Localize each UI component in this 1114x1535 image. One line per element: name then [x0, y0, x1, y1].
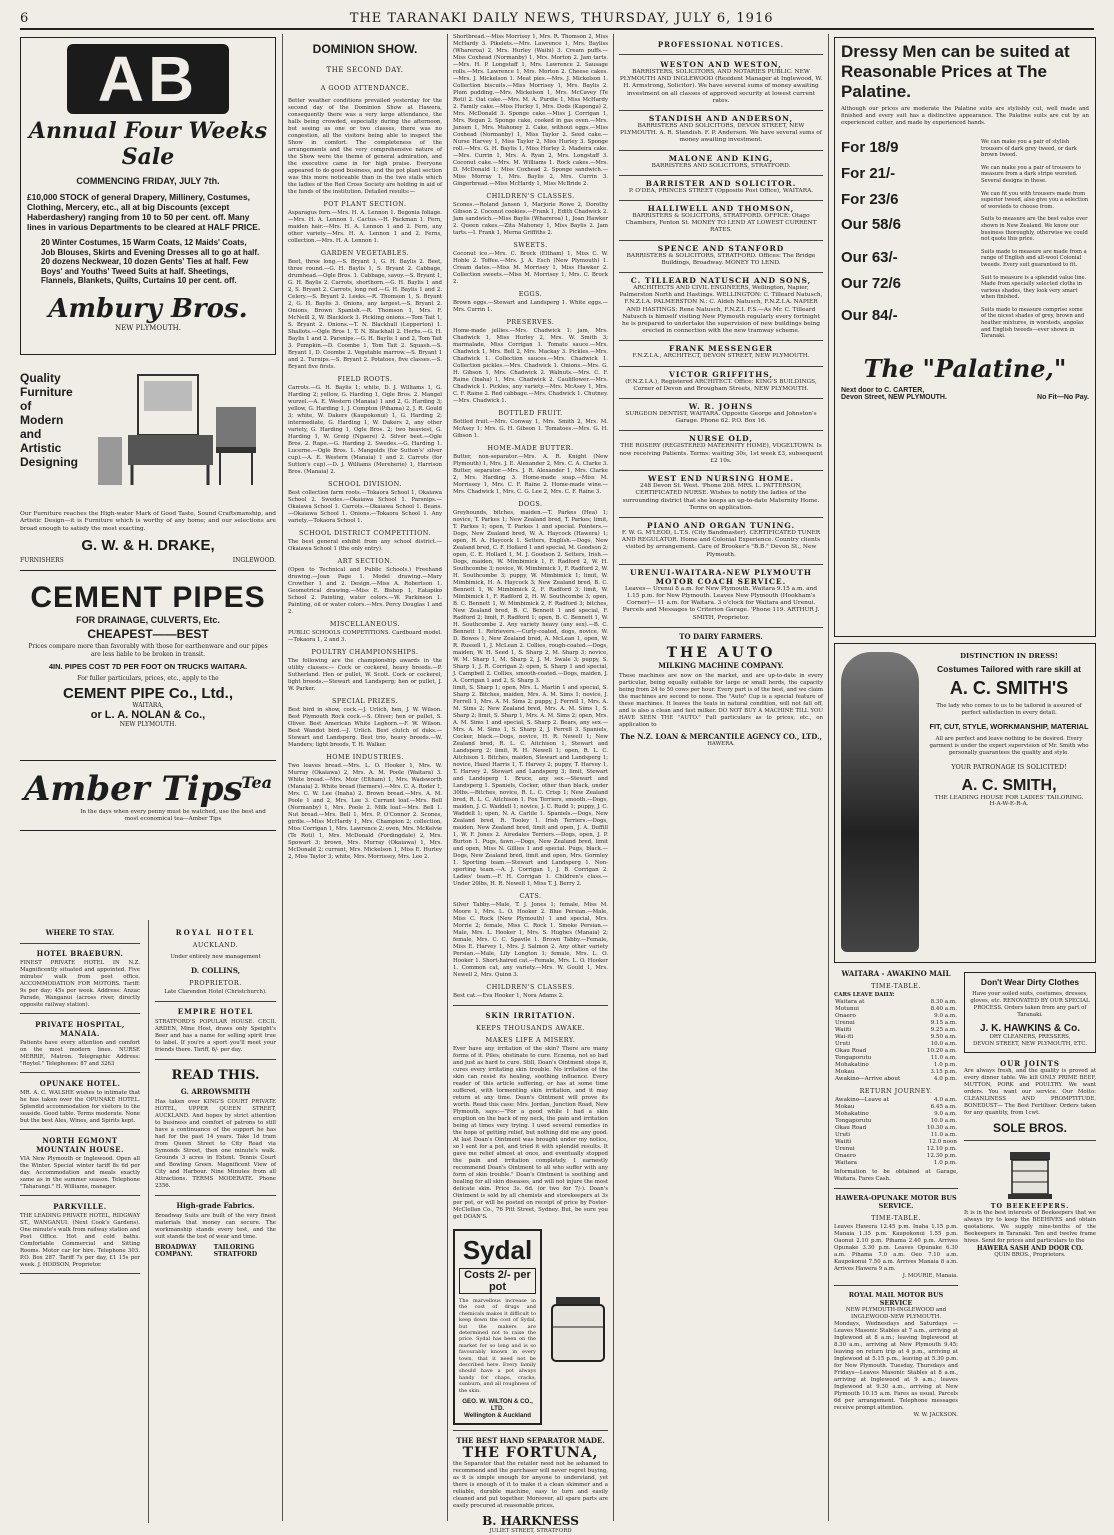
price-row — [841, 139, 1089, 159]
hotel-name: PARKVILLE. — [53, 1202, 107, 1211]
hotel-entry — [20, 1202, 140, 1274]
section-results: (Open to Technical and Public Schools.) Freehand drawing.—Joan Page 1. Model drawing.—Mary Crowther 1 and 2. Design.—Miss A. Robertson 1. Geometrical drawing.—Miss E. Bishop 1, Eatapiko School 2. Painting, water colors.—W. Parkinson 1. Painting, oil or water colors.—Mrs. Percy Douglas 1 and 2. — [288, 567, 442, 615]
sale-headline: Annual Four Weeks Sale — [28, 118, 268, 170]
notice-text: 248 Devon St. West. 'Phone 208. MRS. L. PATTERSON, CERTIFICATED NURSE. Wishes to notify the ladies of the surrounding district that she keeps an up-to-date Maternity Home. Terms on application. — [622, 483, 820, 511]
dogs-continued: limit, S. Sharp 1; open, Mrs. L. Martin 1 and special, S. Sharp 2. Bitches, maiden, Mrs. A. M. Sims 1; novice, J. Ferrell 1, Mrs. A. M. Sims 2; puppy, J. Ferrell 1, Mrs. A. M. Sims 2; New Zealand bred, Mrs. A. M. Sims 1, S. Sharp 2; limit, S. Sharp 1, Mrs. A. M. Sims 2; open, Mrs. A. M. Sims 1 and special, S. Sharp 2. Bears, any sex.—Mrs. A. M. Sims 1, S. Sharp 2, J. Ferrell 3. Spaniels, Cocker, black.—Dogs, novice, H. R. Newell 1; New Zealand bred, R. L. C. Aitchison 1, Stewart and Landsperg 2; limit, R. H. Newell 1; open, R. L. C. Aitchison 1. Bitches, maiden, Stewart and Landsperg 1; novice, Hazel Harris 1, T. Harvey 2; puppy, T. Harvey 1, T. Harvey 2, Stewart and Landsperg 3; limit, Stewart and Landsperg 1. Bruce, any sex.—Stewart and Landsperg 1. Spaniels, Cocker, other than black, under 30lbs.—Bitches, novice, R. L. C. Crisp 1; New Zealand bred, R. L. C. Aitchison 1. Fox Terriers, smooth.—Dogs, maiden, J. C. Waddell 1; novice, J. C. Rudd 1; puppy, J. C. Waddell 1; open, N. A. Carlile 1. Spaniels.—Dogs, New Zealand bred, R. Tooley 1. Irish Terriers.—Dogs, maiden, New Zealand bred, limit and open, J. A. Duffill 1, W. F. Jones 2. Airedales Terriers.—Dogs, open, J. P. Burton 1. Pugs, fawn.—Dogs, New Zealand bred, limit and open, Miss N. Gillies 1 and special. Pugs, black.—Dogs, New Zealand bred, limit and open, Mrs. Gormley 1. Sporting team.—Stewart and Landsperg 1. Non-sporting team.—A. J. Corrigan 1, J. B. Corrigan 2. Ladies' team.—F. H. Corrigan 1. Children's class.—Under 20lbs, H. R. Newell 1, Miss T. J. Berry 2. — [453, 685, 608, 887]
stop-name: Waiiti — [835, 1027, 852, 1033]
sydal-price: Costs 2/- per pot — [459, 1268, 536, 1294]
cement-offer: 4IN. PIPES COST 7D PER FOOT ON TRUCKS WAITARA. — [48, 662, 248, 671]
section-results: Coconut ice.—Mrs. C. Brock (Eltham) 1, Miss C. W. Hoble 2. Toffee.—Mrs. J. A. Esch (New Plymouth) 1. Cream dates.—Miss M. Morrisey 1, Miss Hawker 2. Collection sweets.—Miss M. Morrisey 1, Mrs. C. Brock 2. — [453, 251, 608, 285]
price-text: Suits made to measure comprise some of the nicest shades of grey, brown and heather mixtures, in worsteds, angolas and English tweeds—ever shown in Taranaki. — [981, 306, 1085, 340]
cement-agent: or L. A. NOLAN & Co., — [90, 709, 206, 721]
sale-body: £10,000 STOCK of general Drapery, Millinery, Costumes, Clothing, Mercery, etc., all at big Discounts (except Haberdashery) ranging from 10 to 50 per cent. off. Many lines in various Departments to be cleared at HALF PRICE. — [27, 192, 261, 232]
stop-name: Mohakatino — [835, 1111, 869, 1117]
section-heading: MISCELLANEOUS. — [329, 620, 401, 628]
sydal-title: Sydal — [462, 1235, 533, 1265]
price-row — [841, 249, 1089, 269]
hotels-column-right: ROYAL HOTEL AUCKLAND. Under entirely new management D. COLLINS, PROPRIETOR. Late Clarendon Hotel (Christchurch). EMPIRE HOTEL STRATFORD'S POPULAR HOUSE. CECIL ARDEN, Mine Host, draws only Speight's Beer and has a name for selling spirit true to label. If you're a sport you'll meet your friends there. Tariff, 6/- per day. READ THIS. G. ARROWSMITH Has taken over KING'S COURT PRIVATE HOTEL, UPPER QUEEN STREET, AUCKLAND. And hopes by strict attention to business and comfort of patrons to still have a continuance of the support he has had for the past 14 years. Take 1d tram from Queen Street to City Road via Symonds Street, then one minute's walk. Grounds 3 acres in Extent. Tennis Court and Bowling Green. Magnificent View of City and Harbour. Nine Minutes from all Attractions. TERMS MODERATE. Phone 2356. High-grade Fabrics. Broadway Suits are built of the very finest materials that money can secure. The workmanship stands every test, and the suit stands the test of wear and time. BROADWAY COMPANY. TAILORING STRATFORD — [148, 920, 276, 1523]
timetable-row — [834, 1013, 958, 1020]
professional-notice — [619, 204, 823, 235]
stop-time: 9.25 a.m. — [930, 1027, 957, 1033]
section-results: Bottled fruit.—Mrs. Conway 1, Mrs. Smith 2, Mrs. M. McAsey 1; Mrs. G. H. Gibson 1. Tomatoes.—Mrs. G. H. Gibson 1. — [453, 419, 608, 439]
stop-time: 9.0 a.m. — [934, 1111, 957, 1117]
stop-name: Mohakatino — [835, 1062, 869, 1068]
notice-text: ARCHITECTS AND CIVIL ENGINEERS, Wellington, Napier, Palmerston North and Hastings. WELLINGTON: C. Tilleard Natusch, F.N.Z.I.A. PALMERSTON N.: C. Aldeh Natusch, F.N.Z.I.A. NAPIER AND HASTINGS: Rene Natusch, F.N.Z.I. F.S.—As Mr. C. Tilleard Natusch is himself visiting New Plymouth regularly every fortnight he is prepared to undertake the supervision of new buildings being erected in connection with the new tramway scheme. — [619, 285, 823, 335]
cement-tag: CHEAPEST——BEST — [87, 627, 209, 641]
hotel-text: Patients have every attention and comfort on the most modern lines. NURSE MERRIE, Matron. Telegraphic Address: "Roytel." Telephones: 87 and 3263 — [20, 1040, 140, 1067]
show-intro: Better weather conditions prevailed yesterday for the second day of the Dominion Show at Hawera, consequently there was a very large attendance, the halls being crowded, especially during the afternoon, but seeing as one or two classes, there was no congestion, all the visitors being able to inspect the Show in comfort. The completeness of the arrangements and the very comprehensive nature of the Show were the theme of general admiration, and the executive came in for high praise. Everyone appeared to do good business, and the pot plant section was this more noticeable than in the two stalls which the ladies of the Red Cross Society are holding in aid of the funds of the institution. Detailed results:— — [288, 98, 442, 195]
hotel-entry — [20, 1136, 140, 1196]
drake-name: G. W. & H. DRAKE, — [81, 537, 215, 554]
section-results: The following are the championship awards in the utility classes:— Cock or cockerel, heavy breeds.—P. Sutherland. Hen or pullet, W. Scott. Cock or cockerel, light breeds.—Stewart and Landsperg; hen or pullet, J. W. Parker. — [288, 658, 442, 692]
stop-time: 9.50 a.m. — [930, 1034, 957, 1040]
amber-tea: Tea — [241, 773, 272, 792]
professional-notice — [619, 370, 823, 393]
timetable-row — [834, 1034, 958, 1041]
section-heading: SWEETS. — [513, 241, 548, 249]
section-results: Home-made jellies.—Mrs. Chadwick 1; jam, Mrs. Chadwick 1, Miss Hurley 2, Mrs. W. Smith 3; marmalade, Miss Corrigan 1. Tomato sauce.—Mrs. Chadwick 1, Mrs. Bell 2, Mrs. Mackay 3. Pickles.—Mrs. Chadwick 1. Collection sauces.—Mrs. Chadwick 1. Collection pickles.—Mrs. Chadwick 1. Onions.—Mrs. G. H. Gibson 1, Mrs. Chadwick 2. Walnuts.—Mrs. C. F. Raine (Inaha) 1, Mrs. Chadwick 2. Cauliflower.—Mrs. Chadwick 1. Pickles, any variety.—Mrs. McAsey 1, Mrs. C. F. Raine 2. Red cabbage.—Mrs. Chadwick 1. Chutney.—Mrs. Chadwick 1. — [453, 328, 608, 404]
stop-name: Awakino—Leave at — [835, 1097, 889, 1103]
stop-time: 4.0 a.m. — [934, 1097, 957, 1103]
section-results: Beet, three long.—S. Bryant 1, G. H. Baylis 2. Beet, three round.—G. H. Baylis 1, S. Bryant 2. Cabbage, drumhead.—Ogle Bros. 1. Cabbage, savoy.—S. Bryant 1, G. H. Baylis 2. Carrots, shorthorn.—G. H. Baylis 1 and 2, S. Bryant 2. Carrots, long red.—G. H. Baylis 1 and 2. Celery.—S. Bryant 2. Leeks.—R. Thomson 1, S. Bryant 2, G. H. Baylis 3. Onions, any largest.—S. Bryant 2. Onions, Brown Spanish.—R. Thomson 1, Mrs. F. McNeill 2, W. Blacklock 3. Pickling onions.—Tom Tait 1, S. Bryant 2. Onions.—T. N. Blackhall (Lepperton) 1. Shallots.—Ogle Bros 1, T. N. Blackhall 2. Herbs.—G. H. Baylis 1 and 2. Parsnips.—G. H. Baylis 1 and 2, Tom Tait 3. Pumpkin.—D. Coombe 1, Tom Tait 2. Squash.—S. Bryant 1, D. Coombe 2. Vegetable marrow.—S. Bryant 1 and 2. Turnips.—S. Bryant 2. Potatoes, five classes.—S. Bryant five firsts. — [288, 259, 442, 370]
ambury-ad — [20, 37, 276, 355]
timetable-row — [834, 1097, 958, 1104]
hotel-name: PRIVATE HOSPITAL, MANAIA. — [35, 1020, 125, 1038]
cement-subtitle: FOR DRAINAGE, CULVERTS, Etc. — [76, 615, 220, 625]
section-heading: POT PLANT SECTION. — [323, 200, 407, 208]
section-results: Brown eggs.—Stewart and Landsperg 1. White eggs.—Mrs. Currin 1. — [453, 300, 608, 313]
hotel-list — [20, 949, 140, 1274]
palatine-name: The "Palatine," — [863, 353, 1067, 383]
ads-column-right: Dressy Men can be suited at Reasonable Prices at The Palatine. Although our prices are moderate the Palatine suits are stylishly cut, well made and finished and every suit has a distinctive appearance. The Palatine suits are cut by an experienced cutter, and made by experienced hands. For 18/9 We can make you a pair of stylish trousers of dark grey tweed, or dark brown tweed. For 21/- We can make you a pair of trousers to measure from a dark stripe worsted. Several designs in these. For 23/6 We can fit you with trousers made from superior tweed, also give you a selection of worsteds to choose from. Our 58/6 Suits to measure are the best value ever shown in New Zealand. We know our business thoroughly, otherwise we could not quote this price. Our 63/- Suits made to measure are made from a range of English and all-wool Colonial tweeds. Every suit guaranteed to fit. Our 72/6 Suit to measure is a splendid value line. Made from specially selected cloths in various shades, they look very smart when finished. Our 84/- Suits made to measure comprise some of the nicest shades of grey, brown and heather mixtures, in worsteds, angolas and English tweeds—ever shown in Taranaki. The "Palatine," Next door to C. CARTER, Devon Street, NEW PLYMOUTH. No Fit—No Pay. DISTINCTION IN DRESS! Costumes Tailored with rare skill at A. C. SMITH'S The lady who comes to us to be tailored is assured of perfect satisfaction in every detail. FIT, CUT, STYLE, WORKMANSHIP, MATERIAL All are perfect and leave nothing to be desired. Every garment is under the expert supervision of Mr. Smith who personally guarantees the quality and style. YOUR PATRONAGE IS SOLICITED! A. C. SMITH, THE LEADING HOUSE FOR LADIES' TAILORING. H-A-W-E-R-A. WAITARA - AWAKINO MAIL TIME-TABLE. CARS LEAVE DAILY: Waitara at 8.30 a.m. Motunui 8.40 a.m. Onaero 9.0 a.m. Urenui 9.15 a.m. Waiiti 9.25 a.m. Wai-iti 9.50 a.m. Uruti 10.0 a.m. Okau Road 10.20 a.m. Tongaporutu 11.0 a.m. Mohakatino 1.0 p.m. Mokau 3.15 p.m. Awakino—Arrive about 4.0 p.m. RETURN JOURNEY. Awakino—Leave at 4.0 a.m. Mokau 6.45 a.m. Mohakatino 9.0 a.m. Tongaporutu 10.0 a.m. Okau Road 10.30 a.m. Uruti 11.0 a.m. Waiiti 12.0 noon Urenui 12.10 p.m. Onaero 12.30 p.m. Waitara 1.0 p.m. Information to be obtained at Garage, Waitara. Fares Cash. HAWERA-OPUNAKE MOTOR BUS SERVICE. TIME-TABLE. Leaves Hawera 12.45 p.m. Inaha 1.15 p.m. Manaia 1.35 p.m. Kaupokonui 1.55 p.m. Oaonui 2.10 p.m. Pihama 2.40 p.m. Arrives Opunake 3.30 p.m. Leaves Opunake 6.30 a.m. Pihama 7.0 a.m. Oeo 7.10 a.m. Kaupokonui 7.50 a.m. Arrives Manaia 8 a.m. Arrives Hawera 9 a.m. J. MOURIE, Manaia. ROYAL MAIL MOTOR BUS SERVICE NEW PLYMOUTH-INGLEWOOD and INGLEWOOD-NEW PLYMOUTH. Mondays, Wednesdays and Saturdays —Leaves Masonic Stables at 7 a.m., arriving at Inglewood at 8 a.m.; leaving Inglewood at 8.30 a.m., arriving at New Plymouth 9.45; leaving on return trip at 4 p.m., arriving at Inglewood at 5.15 p.m., leaving at 5.30 p.m. for New Plymouth. Tuesday, Thursdays and Fridays—Leaves Masonic Stables at 8 a.m., arriving at Inglewood at 9 a.m.; leaves Inglewood at 9.30 a.m., arriving at New Plymouth 10.15 a.m. Fares as usual. Parcels 6d per arrangement. Telephone messages receive prompt attention. W. W. JACKSON. Don't Wear Dirty Clothes Have your soiled suits, costumes, dresses, gloves, etc. RENOVATED BY OUR SPECIAL PROCESS. Orders taken from any part of Taranaki. J. K. HAWKINS & Co. DRY CLEANERS, PRESSERS, DEVON STREET, NEW PLYMOUTH, ETC. OUR JOINTS Are always fresh, and the quality is proved at every dinner table. We kill ONLY PRIME BEEF, MUTTON, PORK and POULTRY. We want orders. You want our service. Our Motto: CLEANLINESS AND PROMPTITUDE. BONEDUST— The Best Fertiliser. Orders taken for any quantity, from 1cwt. SOLE BROS. TO BEEKEEPERS. It is in the best interests of Beekeepers that we always try to keep the BEEHIVES and obtain quotations. We supply nine-tenths of the Beekeepers in Taranaki. Ten and twelve frame hives. Send for prices and particulars to the HAWERA SASH AND DOOR CO. QUIN BROS., Proprietors. — [834, 34, 1096, 1523]
section-heading: DOGS. — [518, 500, 543, 508]
amber-tips-ad — [20, 767, 276, 831]
notice-name: C. TILLEARD NATUSCH AND SONS, — [630, 276, 812, 286]
cement-body: Prices compare more than favorably with those for earthenware and our pipes are less liable to be broken in transit. — [28, 643, 268, 658]
section-heading: SCHOOL DIVISION. — [328, 480, 402, 488]
section-results: Carrots.—G. H. Baylis 1; white, D. J. Williams 1, G. Harding 2; yellow, G. Harding 1, Ogle Bros. 2. Mangel wurzel.—A. E. Western (Manaia) 1 and 2, G. Harding 3; yellow, G. Harding 1, J. Compton (Pihama) 2, J. R. Gould 3; white, W. Dakers (Kaupokonui) 1, G. Harding 2; intermediate, G. Harding 1, W. Dakers 2, any other variety, G. Harding 1, Ogle Bros. 2; two heaviest, G. Harding 1, W. Greig (Ngaere) 2. Silver beet.—Ogle Bros. 2. Rape.—G. Harding 2. Swedes.—G. Harding 1. Lucerne.—Ogle Bros. 1. Mangolds (for Sutton's' silver cup).—A. E. Western (Manaia) 1 and 2. Carrots (for Sutton's cup).—D. J. Williams (Mereherie) 1, Harrison Bros. (Manaia) 2. — [288, 385, 442, 475]
section-results: Best bird in show, cock.—J. Urlich, hen, J. W. Wilson. Best Plymouth Rock cock.—S. Oliver; hen or pullet, S. Oliver. Best American White Leghorn.—F. W. Wilson. Best Wandot bird.—J. Urlich. Best clutch of duks.—Stewart and Landsperg. Best trio, heavy breeds.—W. Manders; light breeds, T. H. Walker. — [288, 707, 442, 748]
timetable-row — [834, 1006, 958, 1013]
section-results: Asparagus fern.—Mrs. H. A. Lennon 1. Begonia foliage.—Mrs. H. A. Lennon 1. Cactus.—H. Packman 1. Fern, maiden hair.—Mrs. H. A. Lennon 1 and 2. Fern, any other variety.—Mrs. H. A. Lennon 1 and 2. Ferns, collection.—Mrs. H. A. Lennon 1. — [288, 210, 442, 244]
section-heading: EGGS. — [518, 290, 543, 298]
notice-text: Leaves— Urenui 8 a.m. for New Plymouth. Waitara 9.15 a.m. and 1.15 p.m. for New Plymouth. Leaves New Plymouth (Hookham's Corner)— 11 a.m. for Waitara. 3 o'clock for Waitara and Urenui. Parcels and Messages to Criterion Garage. 'Phone 119. ARTHUR J. SMITH, Proprietor. — [622, 585, 820, 621]
notice-name: NURSE OLD, — [688, 434, 754, 444]
price-label: Our 63/- — [841, 248, 898, 266]
stop-time: 9.0 a.m. — [934, 1013, 957, 1019]
professional-notices-column — [619, 34, 823, 1523]
stop-time: 10.20 a.m. — [927, 1048, 957, 1054]
stop-time: 8.40 a.m. — [930, 1006, 957, 1012]
notice-text: BARRISTERS AND SOLICITORS, STRATFORD. — [651, 162, 791, 169]
show-sections — [288, 200, 442, 861]
smith-name: A. C. SMITH'S — [949, 678, 1069, 698]
section-heading: POULTRY CHAMPIONSHIPS. — [311, 648, 419, 656]
amber-tagline: In the days when every penny must be watched, use the best and most economical tea—Amber Tips — [80, 809, 266, 822]
section-results: Best collection farm roots.—Tokaora School 1, Okaiawa School 2. Swedes.—Okaiawa School 1. Parsnips.—Okaiawa School 1. Carrots.—Okaiawa School 1. Beans.—Okaiawa School 1. Onions.—Tokaora School 1. Any variety.—Tokaora School 1. — [288, 490, 442, 524]
section-heading: SCHOOL DISTRICT COMPETITION. — [298, 529, 432, 537]
home-industries-continued: Shortbread.—Miss Morrisey 1, Mrs. R. Thomson 2, Miss McHardy 3. Pikelets.—Mrs. Lawrence 1, Mrs. Bayliss (Whareroa) 2, Mrs. Hurley (Waihi) 3. Cream puffs.—Miss Coxhead (Normanby) 1, Mrs. Morton 2. Jam tarts.—Mrs. H. P. Longstaff 1, Mrs. Lawrence 2. Sausage rolls.—Mrs. Lawrence 1, Mrs. Morton 2. Cheese cakes.—Mrs. J. Mickelson 1. Meat pies.—Mrs. J. Mickelson 1. Collection biscuits.—Miss Morrisey 1, Mrs. Baylis 2. Plum pudding.—Mrs. Mickelson 1, Mrs. McCavey (Te Roti) 2. Oat cake.—Mrs. M. A. Purdie 1, Miss McHardy 2. Family cake.—Miss Hurley 1, Mrs. Dods (Kaponga) 2, Mrs. McDonald 3. Sponge cake.—Miss J. Corrigan 1, Mrs. Regan 2. Sponge cake, cooked in gas oven.—Mrs. Jansen 1, Mrs. Mahoney 2. Cake, without eggs.—Miss Coxhead (Normanby) 1, Miss Taylor 2. Seed cake.—Nurse Harvey 1, Miss Taylor 2, Miss Hurley 3. Sponge roll.—Mrs. G. H. Baylis 1, Miss Hurley 2. Madeira cake.—Mrs. Currin 1, Mrs. A. Ryan 2, Mrs. Longstaff 3. Coconut cake.—Mrs. M. Williams 1. Rock cakes.—Mrs. D. McDonald 1; Miss Coxhead 2. Sponge sandwich.—Miss Morray 1, Mrs. Baylis 2, Mrs. Currin 3. Gingerbread.—Miss McHardy 1, Miss McBride 2. — [453, 34, 608, 187]
royal-hotel-name: ROYAL HOTEL — [175, 928, 256, 937]
mail-timetable: WAITARA - AWAKINO MAIL TIME-TABLE. CARS LEAVE DAILY: Waitara at 8.30 a.m. Motunui 8.40 a.m. Onaero 9.0 a.m. Urenui 9.15 a.m. Waiiti 9.25 a.m. Wai-iti 9.50 a.m. Uruti 10.0 a.m. Okau Road 10.20 a.m. Tongaporutu 11.0 a.m. Mohakatino 1.0 p.m. Mokau 3.15 p.m. Awakino—Arrive about 4.0 p.m. RETURN JOURNEY. Awakino—Leave at 4.0 a.m. Mokau 6.45 a.m. Mohakatino 9.0 a.m. Tongaporutu 10.0 a.m. Okau Road 10.30 a.m. Uruti 11.0 a.m. Waiiti 12.0 noon Urenui 12.10 p.m. Onaero 12.30 p.m. Waitara 1.0 p.m. Information to be obtained at Garage, Waitara. Fares Cash. HAWERA-OPUNAKE MOTOR BUS SERVICE. TIME-TABLE. Leaves Hawera 12.45 p.m. Inaha 1.15 p.m. Manaia 1.35 p.m. Kaupokonui 1.55 p.m. Oaonui 2.10 p.m. Pihama 2.40 p.m. Arrives Opunake 3.30 p.m. Leaves Opunake 6.30 a.m. Pihama 7.0 a.m. Oeo 7.10 a.m. Kaupokonui 7.50 a.m. Arrives Manaia 8 a.m. Arrives Hawera 9 a.m. J. MOURIE, Manaia. ROYAL MAIL MOTOR BUS SERVICE NEW PLYMOUTH-INGLEWOOD and INGLEWOOD-NEW PLYMOUTH. Mondays, Wednesdays and Saturdays —Leaves Masonic Stables at 7 a.m., arriving at Inglewood at 8 a.m.; leaving Inglewood at 8.30 a.m., arriving at New Plymouth 9.45; leaving on return trip at 4 p.m., arriving at Inglewood at 5.15 p.m., leaving at 5.30 p.m. for New Plymouth. Tuesday, Thursdays and Fridays—Leaves Masonic Stables at 8 a.m., arriving at Inglewood at 9 a.m.; leaves Inglewood at 9.30 a.m., arriving at New Plymouth 10.15 a.m. Fares as usual. Parcels 6d per arrangement. Telephone messages receive prompt attention. W. W. JACKSON. — [834, 969, 958, 1418]
stop-name: Okau Road — [835, 1125, 867, 1131]
ambury-place: NEW PLYMOUTH. — [115, 323, 181, 332]
mail-return-table — [834, 1097, 958, 1167]
price-row — [841, 191, 1089, 211]
fortuna-name: THE FORTUNA, — [462, 1445, 599, 1462]
stop-name: Uruti — [835, 1132, 851, 1138]
timetable-row — [834, 1020, 958, 1027]
ab-logo: AB — [67, 44, 229, 114]
amber-brand: Amber Tips — [24, 769, 243, 809]
stop-time: 12.30 p.m. — [926, 1153, 957, 1159]
price-row — [841, 275, 1089, 301]
price-text: We can make you a pair of stylish trousers of dark grey tweed, or dark brown tweed. — [981, 139, 1077, 159]
professional-notice — [619, 179, 823, 195]
notice-name: WEST END NURSING HOME. — [647, 474, 795, 484]
price-label: For 18/9 — [841, 139, 899, 156]
timetable-row — [834, 1055, 958, 1062]
auto-title: THE AUTO — [666, 644, 776, 661]
cement-pipes-ad — [20, 577, 276, 761]
lady-figure-illustration — [841, 652, 919, 952]
professional-notice — [619, 276, 823, 335]
mail-timetable-table — [834, 999, 958, 1083]
auto-sub: MILKING MACHINE COMPANY. — [658, 660, 784, 670]
palatine-ad: Dressy Men can be suited at Reasonable Prices at The Palatine. Although our prices are moderate the Palatine suits are stylishly cut, well made and finished and every suit has a distinctive appearance. The Palatine suits are cut by an experienced cutter, and made by experienced hands. For 18/9 We can make you a pair of stylish trousers of dark grey tweed, or dark brown tweed. For 21/- We can make you a pair of trousers to measure from a dark stripe worsted. Several designs in these. For 23/6 We can fit you with trousers made from superior tweed, also give you a selection of worsteds to choose from. Our 58/6 Suits to measure are the best value ever shown in New Zealand. We know our business thoroughly, otherwise we could not quote this price. Our 63/- Suits made to measure are made from a range of English and all-wool Colonial tweeds. Every suit guaranteed to fit. Our 72/6 Suit to measure is a splendid value line. Made from specially selected cloths in various shades, they look very smart when finished. Our 84/- Suits made to measure comprise some of the nicest shades of grey, brown and heather mixtures, in worsteds, angolas and English tweeds—ever shown in Taranaki. The "Palatine," Next door to C. CARTER, Devon Street, NEW PLYMOUTH. No Fit—No Pay. — [834, 37, 1096, 637]
skin-irritation-title: SKIN IRRITATION. — [485, 1011, 576, 1020]
timetable-row — [834, 1027, 958, 1034]
notice-name: HALLIWELL AND THOMSON, — [647, 204, 795, 214]
stop-time: 3.15 p.m. — [930, 1069, 957, 1075]
stop-time: 12.0 noon — [928, 1139, 957, 1145]
ac-smith-ad: DISTINCTION IN DRESS! Costumes Tailored with rare skill at A. C. SMITH'S The lady who comes to us to be tailored is assured of perfect satisfaction in every detail. FIT, CUT, STYLE, WORKMANSHIP, MATERIAL All are perfect and leave nothing to be desired. Every garment is under the expert supervision of Mr. Smith who personally guarantees the quality and style. YOUR PATRONAGE IS SOLICITED! A. C. SMITH, THE LEADING HOUSE FOR LADIES' TAILORING. H-A-W-E-R-A. — [834, 643, 1096, 963]
newspaper-title: THE TARANAKI DAILY NEWS, THURSDAY, JULY 6, 1916 — [349, 10, 774, 26]
stop-name: Okau Road — [835, 1048, 867, 1054]
price-text: Suit to measure is a splendid value line. Made from specially selected cloths in various shades, they look very smart when finished. — [981, 274, 1087, 301]
timetable-row — [834, 1062, 958, 1069]
read-this-title: READ THIS. — [171, 1068, 260, 1083]
hotel-text: MR. A. C. WALSHE wishes to intimate that he has taken over the OPUNAKE HOTEL. Splendid accommodation for visitors to the seaside. Good table. Terms moderate. None but the best Ales, Wines, and Spirits kept. — [20, 1090, 140, 1124]
timetable-row — [834, 1104, 958, 1111]
stop-name: Onaero — [835, 1013, 856, 1019]
section-heading: BOTTLED FRUIT. — [498, 409, 563, 417]
dominion-show-column: DOMINION SHOW. THE SECOND DAY. A GOOD ATTENDANCE. Better weather conditions prevailed yesterday for the second day of the Dominion Show at Hawera, consequently there was a very large attendance, the halls being crowded, especially during the afternoon, but seeing as one or two classes, there was no congestion, all the visitors being able to inspect the Show in comfort. The completeness of the arrangements and the very comprehensive nature of the Show were the theme of general admiration, and the executive came in for high praise. Everyone appeared to do good business, and the pot plant section was this more noticeable than in the two stalls which the ladies of the Red Cross Society are holding in aid of the funds of the institution. Detailed results:— POT PLANT SECTION. Asparagus fern.—Mrs. H. A. Lennon 1. Begonia foliage.—Mrs. H. A. Lennon 1. Cactus.—H. Packman 1. Fern, maiden hair.—Mrs. H. A. Lennon 1 and 2. Fern, any other variety.—Mrs. H. A. Lennon 1 and 2. Ferns, collection.—Mrs. H. A. Lennon 1. GARDEN VEGETABLES. Beet, three long.—S. Bryant 1, G. H. Baylis 2. Beet, three round.—G. H. Baylis 1, S. Bryant 2. Cabbage, drumhead.—Ogle Bros. 1. Cabbage, savoy.—S. Bryant 1, G. H. Baylis 2. Carrots, shorthorn.—G. H. Baylis 1 and 2, S. Bryant 2. Carrots, long red.—G. H. Baylis 1 and 2. Celery.—S. Bryant 2. Leeks.—R. Thomson 1, S. Bryant 2, G. H. Baylis 3. Onions, any largest.—S. Bryant 2. Onions, Brown Spanish.—R. Thomson 1, Mrs. F. McNeill 2, W. Blacklock 3. Pickling onions.—Tom Tait 1, S. Bryant 2. Onions.—T. N. Blackhall (Lepperton) 1. Shallots.—Ogle Bros 1, T. N. Blackhall 2. Herbs.—G. H. Baylis 1 and 2. Parsnips.—G. H. Baylis 1 and 2, Tom Tait 3. Pumpkin.—D. Coombe 1, Tom Tait 2. Squash.—S. Bryant 1, D. Coombe 2. Vegetable marrow.—S. Bryant 1 and 2. Turnips.—S. Bryant 2. Potatoes, five classes.—S. Bryant five firsts. FIELD ROOTS. Carrots.—G. H. Baylis 1; white, D. J. Williams 1, G. Harding 2; yellow, G. Harding 1, Ogle Bros. 2. Mangel wurzel.—A. E. Western (Manaia) 1 and 2, G. Harding 3; yellow, G. Harding 1, J. Compton (Pihama) 2, J. R. Gould 3; white, W. Dakers (Kaupokonui) 1, G. Harding 2; intermediate, G. Harding 1, W. Dakers 2, any other variety, G. Harding 1, Ogle Bros. 2; two heaviest, G. Harding 1, W. Greig (Ngaere) 2. Silver beet.—Ogle Bros. 2. Rape.—G. Harding 2. Swedes.—G. Harding 1. Lucerne.—Ogle Bros. 1. Mangolds (for Sutton's' silver cup).—A. E. Western (Manaia) 1 and 2. Carrots (for Sutton's cup).—D. J. Williams (Mereherie) 1, Harrison Bros. (Manaia) 2. SCHOOL DIVISION. Best collection farm roots.—Tokaora School 1, Okaiawa School 2. Swedes.—Okaiawa School 1. Parsnips.—Okaiawa School 1. Carrots.—Okaiawa School 1. Beans.—Okaiawa School 1. Onions.—Tokaora School 1. Any variety.—Tokaora School 1. SCHOOL DISTRICT COMPETITION. The best general exhibit from any school district.—Okaiawa School 1 (the only entry). ART SECTION. (Open to Technical and Public Schools.) Freehand drawing.—Joan Page 1. Model drawing.—Mary Crowther 1 and 2. Design.—Miss A. Robertson 1. Geometrical drawing.—Miss E. Bishop 1, Eatapiko School 2. Painting, water colors.—W. Parkinson 1. Painting, oil or water colors.—Mrs. Percy Douglas 1 and 2. MISCELLANEOUS. PUBLIC SCHOOLS COMPETITIONS. Cardboard model.—Tokaora 1, 2 and 3. POULTRY CHAMPIONSHIPS. The following are the championship awards in the utility classes:— Cock or cockerel, heavy breeds.—P. Sutherland. Hen or pullet, W. Scott. Cock or cockerel, light breeds.—Stewart and Landsperg; hen or pullet, J. W. Parker. SPECIAL PRIZES. Best bird in show, cock.—J. Urlich, hen, J. W. Wilson. Best Plymouth Rock cock.—S. Oliver; hen or pullet, S. Oliver. Best American White Leghorn.—F. W. Wilson. Best Wandot bird.—J. Urlich. Best clutch of duks.—Stewart and Landsperg. Best trio, heavy breeds.—W. Manders; light breeds, T. H. Walker. HOME INDUSTRIES. Two loaves bread.—Mrs. L. O. Hooker 1, Mrs. W. Murray (Okaiawa) 2, Mrs. A. M. Poole (Waitara) 3. White bread.—Mrs. Moir (Eltham) 1, Mrs. Wadsworth (Manaia) 2. White bread (farmers).—Mrs. C. A. Roder 1, Mrs. C. W. Lee (Inaha) 2. Brown bread.—Mrs. A. M. Poole 1 and 2, Mrs. Lee 3. Currant loaf.—Mrs. Bell (Normanby) 1, Mrs. Poole 2. Milk loaf.—Mrs. Bell 1. Nut bread.—Mrs. Bell 1, Mrs. P. O'Connor 2. Scones, girdle.—Miss McHardy 1, Mrs. Champion 2; collection, Miss Corrigan 1, Mrs. Lawrence 2; oven, Mrs. McKelvie (Te Roti) 1, Mrs. McDonald (Fordingdale) 2, Mrs. Spowart 3; brown, Mrs. Murray (Okaiawa) 1, Mrs. McDonald 2; currant, Mrs. Mickelson 1, Miss E. Hurley 2, Miss Taylor 3; white, Mrs. Morrissey, Mrs. Lee 2. — [288, 42, 442, 860]
notice-text: BARRISTERS & SOLICITORS, STRATFORD. Offices: The Bridge Buildings, Broadway. MONEY TO LEND. — [626, 252, 816, 266]
price-label: For 21/- — [841, 164, 896, 182]
stop-name: Waiiti — [835, 1139, 852, 1145]
notice-text: THE ROSERY (REGISTERED MATERNITY HOME), VOGELTOWN. Is now receiving Patients. Terms: waiting 30s, 1st week £3, subsequent £2 10s. — [619, 443, 823, 464]
price-row — [841, 216, 1089, 242]
stop-name: Wai-iti — [835, 1034, 854, 1040]
drake-furniture-ad — [20, 361, 276, 571]
cement-further: For fuller particulars, prices, etc., apply to the — [77, 675, 219, 682]
price-label: Our 72/6 — [841, 274, 902, 292]
timetable-row — [834, 1160, 958, 1167]
stop-time: 6.45 a.m. — [930, 1104, 957, 1110]
price-label: Our 84/- — [841, 306, 898, 324]
timetable-row — [834, 1111, 958, 1118]
hotel-entry — [20, 1020, 140, 1073]
sydal-jar — [548, 1229, 608, 1425]
sydal-ad: Sydal Costs 2/- per pot The marvellous increase in the cost of drugs and chemicals makes it difficult to keep down the cost of Sydal, but the makers are determined not to raise the price. Sydal has been on the market for so long and is so favourably known in every town, that it need not be described here. Every family should have a pot always handy for chaps, cracks, sunburn, and all roughness of the skin. GEO. W. WILTON & CO., LTD. Wellington & Auckland — [453, 1229, 542, 1425]
timetable-row — [834, 1153, 958, 1160]
section-heading: CHILDREN'S CLASSES. — [486, 192, 575, 200]
ambury-name: Ambury Bros. — [48, 293, 248, 324]
hotel-name: HOTEL BRAEBURN. — [36, 949, 124, 958]
timetable-row — [834, 1139, 958, 1146]
notice-name: MALONE AND KING, — [668, 153, 774, 163]
stop-time: 10.0 a.m. — [930, 1118, 957, 1124]
auto-text: These machines are now on the market, and are up-to-date in every particular, being equally suitable for large or small herds, the capacity being from 24 to 50 cows per hour. Every part is of the best, and we claim the machines are second to none. The "Auto" Cup is a special feature of these machines. It leaves the teats in natural condition, will not fall off, and is also a clean and fast milker. DO NOT BUY A MACHINE TILL YOU HAVE SEEN THE "AUTO." Full particulars as to prices, etc., on application to — [619, 672, 823, 728]
stop-name: Motunui — [835, 1006, 859, 1012]
auto-agent: The N.Z. LOAN & MERCANTILE AGENCY CO., LTD., — [620, 731, 822, 741]
notice-text: BARRISTERS & SOLICITORS, STRATFORD. OFFICE: Otago Chambers, Fenton St. MONEY TO LEND AT LOWEST CURRENT RATES. — [625, 213, 817, 234]
hotel-text: VIA New Plymouth or Inglewood. Open all the Winter. Special winter tariff 8s 6d per day. Accommodation and meals exactly same as in the summer season. Telephone "Taharangi." H. Williams, manager. — [20, 1156, 140, 1190]
stop-name: Uruti — [835, 1041, 851, 1047]
show-results-column: Shortbread.—Miss Morrisey 1, Mrs. R. Thomson 2, Miss McHardy 3. Pikelets.—Mrs. Lawrence 1, Mrs. Bayliss (Whareroa) 2, Mrs. Hurley (Waihi) 3. Cream puffs.—Miss Coxhead (Normanby) 1, Mrs. Morton 2. Jam tarts.—Mrs. H. P. Longstaff 1, Mrs. Lawrence 2. Sausage rolls.—Mrs. Lawrence 1, Mrs. Morton 2. Cheese cakes.—Mrs. J. Mickelson 1. Meat pies.—Mrs. J. Mickelson 1. Collection biscuits.—Miss Morrisey 1, Mrs. Baylis 2. Plum pudding.—Mrs. Mickelson 1, Mrs. McCavey (Te Roti) 2. Oat cake.—Mrs. M. A. Purdie 1, Miss McHardy 2. Family cake.—Miss Hurley 1, Mrs. Dods (Kaponga) 2, Mrs. McDonald 3. Sponge cake.—Miss J. Corrigan 1, Mrs. Regan 2. Sponge cake, cooked in gas oven.—Mrs. Jansen 1, Mrs. Mahoney 2. Cake, without eggs.—Miss Coxhead (Normanby) 1, Miss Taylor 2. Seed cake.—Nurse Harvey 1, Miss Taylor 2, Miss Hurley 3. Sponge roll.—Mrs. G. H. Baylis 1, Miss Hurley 2. Madeira cake.—Mrs. Currin 1, Mrs. A. Ryan 2, Mrs. Longstaff 3. Coconut cake.—Mrs. M. Williams 1. Rock cakes.—Mrs. D. McDonald 1; Miss Coxhead 2. Sponge sandwich.—Miss Morray 1, Mrs. Baylis 2, Mrs. Currin 3. Gingerbread.—Miss McHardy 1, Miss McBride 2. CHILDREN'S CLASSES. Scones.—Roland Jansen 1, Marjorie Rowe 2, Dorothy Gibson 2. Coconut cookies.—Frank 1, Edith Chadwick 2. Jam sandwich.—Miss Baylis (Whareroa) 1, Joan Hawker 2. Queen cakes.—Zita Mahoney 1, Miss Baylis 2. Jam tarts.—I. Frank 1, Merna Griffiths 2. SWEETS. Coconut ice.—Mrs. C. Brock (Eltham) 1, Miss C. W. Hoble 2. Toffee.—Mrs. J. A. Esch (New Plymouth) 1. Cream dates.—Miss M. Morrisey 1, Miss Hawker 2. Collection sweets.—Miss M. Morrisey 1, Mrs. C. Brock 2. EGGS. Brown eggs.—Stewart and Landsperg 1. White eggs.—Mrs. Currin 1. PRESERVES. Home-made jellies.—Mrs. Chadwick 1; jam, Mrs. Chadwick 1, Miss Hurley 2, Mrs. W. Smith 3; marmalade, Miss Corrigan 1. Tomato sauce.—Mrs. Chadwick 1, Mrs. Bell 2, Mrs. Mackay 3. Pickles.—Mrs. Chadwick 1. Collection sauces.—Mrs. Chadwick 1. Collection pickles.—Mrs. Chadwick 1. Onions.—Mrs. G. H. Gibson 1, Mrs. Chadwick 2. Walnuts.—Mrs. C. F. Raine (Inaha) 1, Mrs. Chadwick 2. Cauliflower.—Mrs. Chadwick 1. Pickles, any variety.—Mrs. McAsey 1, Mrs. C. F. Raine 2. Red cabbage.—Mrs. Chadwick 1. Chutney.—Mrs. Chadwick 1. BOTTLED FRUIT. Bottled fruit.—Mrs. Conway 1, Mrs. Smith 2, Mrs. M. McAsey 1; Mrs. G. H. Gibson 1. Tomatoes.—Mrs. G. H. Gibson 1. HOME-MADE BUTTER. Butter, non-separator.—Mrs. A. R. Knight (New Plymouth) 1, Mrs. J. E. Alexander 2, Mrs. C. A. Clarke 3. Butter, separator.—Mrs. J. R. Alexander 1, Mrs. Clarke 2, Mrs. Harding 3. Home-made soap.—Miss M. Morrissey 1, Mrs. C. F. Raine 2. Home-made wine.—Mrs. Chadwick 1, Mrs. C. G. Lee 2, Mrs. C. F. Raine 3. DOGS. Greyhounds, bitches, maiden.—T. Parkes (Hea) 1; novice, T. Parkes 1; New Zealand bred, T. Parkes; limit, T. Parkes 1; open, T. Parkes 1 and special. Pointers.—Dogs, New Zealand bred, W. A. Haycock (Hawera) 1; open, H. A. Haycock 1. Setters, English.—Dogs, New Zealand bred, C. F. Hollard 1 and special, M. Goodson 2; open, C. E. Hollard 1, M. J. Goodson 2. Setters, Irish.—Dogs, maiden, W. Mimbimick 1, F. Radford 2, W. H. Southcombe 3; novice, W. Mimbimick 1, F. Radford 2, W. H. Southcombe 3; puppy, W. Mimbimick 1; limit, W. Mimbimick, H. A. Haycock 3; New Zealand bred, B. C. Bennett 1, W. Mimbimick 2, F. Radford 3; limit, W. Mimbimick 1, F. Radford 2, H. W. Southcombe 3; open, B. C. Bennett 1, W. Mimbimick 2, F. Radford 3; bitches, New Zealand bred, B. C. Bennett 1 and special, F. Radford 2; limit, F. Radford 1; open, B. C. Bennett 1, W. H. Southcombe 2. Any variety heavy (any sex).—B. C. Bennett 1. Retrievers.—Curly-coated, dogs, novice, W. D. Bowes 1, New Zealand bred, A. McLean 1, open, W. R. Russell 1, J. McLean 2. Collies, rough-coated.—Dogs, maiden, W. H. Seed 1, S. Sharp 2, M. Sharp 3; novice, W. M. Sharp 1, M. Sharp 2, J. M. Swale 3; puppy, S. Sharp 1, J. R. Corrigan 2; open, S. Sharp 1 and special, J. Campbell 2. Collies, smooth-coated.—Dogs, maiden, J. A. Corrigan 1 and 2, S. Sharp 3. limit, S. Sharp 1; open, Mrs. L. Martin 1 and special, S. Sharp 2. Bitches, maiden, Mrs. A. M. Sims 1; novice, J. Ferrell 1, Mrs. A. M. Sims 2; puppy, J. Ferrell 1, Mrs. A. M. Sims 2; New Zealand bred, Mrs. A. M. Sims 1, S. Sharp 2; limit, S. Sharp 1, Mrs. A. M. Sims 2; open, Mrs. A. M. Sims 1 and special, S. Sharp 2. Bears, any sex.—Mrs. A. M. Sims 1, S. Sharp 2, J. Ferrell 3. Spaniels, Cocker, black.—Dogs, novice, H. R. Newell 1; New Zealand bred, R. L. C. Aitchison 1, Stewart and Landsperg 2; limit, R. H. Newell 1; open, R. L. C. Aitchison 1. Bitches, maiden, Stewart and Landsperg 1; novice, Hazel Harris 1, T. Harvey 2; puppy, T. Harvey 1, T. Harvey 2, Stewart and Landsperg 3; limit, Stewart and Landsperg 1. Bruce, any sex.—Stewart and Landsperg 1. Spaniels, Cocker, other than black, under 30lbs.—Bitches, novice, R. L. C. Crisp 1; New Zealand bred, R. L. C. Aitchison 1. Fox Terriers, smooth.—Dogs, maiden, J. C. Waddell 1; novice, J. C. Rudd 1; puppy, J. C. Waddell 1; open, N. A. Carlile 1. Spaniels.—Dogs, New Zealand bred, R. Tooley 1. Irish Terriers.—Dogs, maiden, New Zealand bred, limit and open, J. A. Duffill 1, W. F. Jones 2. Airedales Terriers.—Dogs, open, J. P. Burton 1. Pugs, fawn.—Dogs, New Zealand bred, limit and open, Miss N. Gillies 1 and special. Pugs, black.—Dogs, New Zealand bred, limit and open, Mrs. Gormley 1. Sporting team.—Stewart and Landsperg 1. Non-sporting team.—A. J. Corrigan 1, J. B. Corrigan 2. Ladies' team.—F. H. Corrigan 1. Children's class.—Under 20lbs, H. R. Newell 1, Miss T. J. Berry 2. CATS. Silver Tabby.—Male, T. J. Jones 1; female, Miss M. Moore 1, Mrs. L. O. Hooker 2. Blue Persian.—Male, Miss C. Rock (New Plymouth) 1 and special, Mrs. Morrie 2; female, Miss C. Rock 1. Smoke Persian.—Male, Mrs. L. Hooker 1, Mrs. S. Hughes (Manaia) 2; female, Mrs. C. C. Spavile 1. Brown Tabby.—Female, Miss E. Harvey 1, Mrs. J. Salmon 2. Any other variety Persian.—Male, Lily Longton 1; female, Mrs. L. O. Hooker 1. Short-haired cat.—Female, Mrs. L. O. Hooker 1. Common cat, any variety.—Mrs. W. Gould 1, Mrs. Newell 2, Mrs. Quinn 3. CHILDREN'S CLASSES. Best cat.—Eva Hooker 1, Nora Adams 2. SKIN IRRITATION. KEEPS THOUSANDS AWAKE. MAKES LIFE A MISERY. Ever have any irritation of the skin? There are many forms of it. Piles, obstinate to cure. Eczema, not so bad and just as hard to cure. Still, Doan's Ointment stops it, cures every irritating skin trouble. No irritation of the skin can resist its healing, soothing influence. Every reader of this article suffering, or has at some time suffered, with tormenting skin irritation, and it may return at any time. Doan's Ointment will prove its worth. Read this case: Mrs. Jordan, Junction Road, New Plymouth, says:—"For a good while I had a skin eruption on the back of my neck, the pain and irritation being at times very trying. I used several remedies in the hope of getting relief, but nothing did me any good. At last Doan's Ointment was brought under my notice, so I sent for a pot, and tried it with splendid results. It gave me relief almost at once, and eventually stopped the pain and irritation completely. I earnestly recommend Doan's Ointment to all who suffer with any form of skin trouble." Doan's Ointment is soothing and healing for all skin diseases, and will not injure the most delicate skin. Price 3s. 6d. (or two for 7/-). Doan's Ointment is sold by all chemists and storekeepers at 3s per pot, or will be posted on receipt of price by Foster-McClellan Co., 76 Pitt Street, Sydney. But, be sure you get DOAN'S. Sydal Costs 2/- per pot The marvellous increase in the cost of drugs and chemicals makes it difficult to keep down the cost of Sydal, but the makers are determined not to raise the price. Sydal has been on the market for so long and is so favourably known in every town, that it need not be described here. Every family should have a pot always handy for chaps, cracks, sunburn, and all roughness of the skin. GEO. W. WILTON & CO., LTD. Wellington & Auckland THE BEST HAND SEPARATOR MADE. THE FORTUNA, the Separator that the retailer need not be ashamed to recommend and the purchaser will never regret buying, as it is simple enough for anyone to understand, yet there is enough of it to make it a clean skimmer and a reliable, durable machine, easy to turn and easily cleaned and put together. Moreover, all spare parts are easily procured at reasonable prices. B. HARKNESS JULIET STREET, STRATFORD — [453, 34, 609, 1535]
stop-time: 1.0 p.m. — [933, 1160, 957, 1166]
masthead — [20, 8, 1094, 30]
price-row — [841, 165, 1089, 185]
ads-column-left — [20, 34, 276, 924]
notice-name: W. R. JOHNS — [688, 402, 754, 412]
sale-items: 20 Winter Costumes, 15 Warm Coats, 12 Maids' Coats, Job Blouses, Skirts and Evening Dresses all to go at half. 20 dozens Neckwear, 10 dozen Gents' Ties at half. Few Boys' and Youths' Tweed Suits at half. Sheetings, Flannels, Blankets, Quilts, Curtains 10 per cent. off. — [41, 238, 260, 286]
notice-name: STANDISH AND ANDERSON, — [648, 114, 794, 124]
professional-notice — [619, 474, 823, 512]
stop-time: 9.15 a.m. — [930, 1020, 957, 1026]
stop-time: 12.10 p.m. — [926, 1146, 957, 1152]
palatine-headline: Dressy Men can be suited at Reasonable Prices at The Palatine. — [841, 42, 1070, 101]
timetable-row — [834, 1076, 958, 1083]
price-text: Suits made to measure are made from a range of English and all-wool Colonial tweeds. Every suit guaranteed to fit. — [981, 248, 1087, 268]
cement-agent-town: NEW PLYMOUTH. — [119, 721, 177, 728]
section-results: Greyhounds, bitches, maiden.—T. Parkes (Hea) 1; novice, T. Parkes 1; New Zealand bred, T. Parkes; limit, T. Parkes 1; open, T. Parkes 1 and special. Pointers.—Dogs, New Zealand bred, W. A. Haycock (Hawera) 1; open, H. A. Haycock 1. Setters, English.—Dogs, New Zealand bred, C. F. Hollard 1 and special, M. Goodson 2; open, C. E. Hollard 1, M. J. Goodson 2. Setters, Irish.—Dogs, maiden, W. Mimbimick 1, F. Radford 2, W. H. Southcombe 3; novice, W. Mimbimick 1, F. Radford 2, W. H. Southcombe 3; puppy, W. Mimbimick 1; limit, W. Mimbimick, H. A. Haycock 3; New Zealand bred, B. C. Bennett 1, W. Mimbimick 2, F. Radford 3; limit, W. Mimbimick 1, F. Radford 2, H. W. Southcombe 3; open, B. C. Bennett 1, W. Mimbimick 2, F. Radford 3; bitches, New Zealand bred, B. C. Bennett 1 and special, F. Radford 2; limit, F. Radford 1; open, B. C. Bennett 1, W. H. Southcombe 2. Any variety heavy (any sex).—B. C. Bennett 1. Retrievers.—Curly-coated, dogs, novice, W. D. Bowes 1, New Zealand bred, A. McLean 1, open, W. R. Russell 1, J. McLean 2. Collies, rough-coated.—Dogs, maiden, W. H. Seed 1, S. Sharp 2, M. Sharp 3; novice, W. M. Sharp 1, M. Sharp 2, J. M. Swale 3; puppy, S. Sharp 1, J. R. Corrigan 2; open, S. Sharp 1 and special, J. Campbell 2. Collies, smooth-coated.—Dogs, maiden, J. A. Corrigan 1 and 2, S. Sharp 3. — [453, 510, 609, 684]
drake-body: Our Furniture reaches the High-water Mark of Good Taste, Sound Craftsmanship, and Artistic Design—it is Furniture which is worthy of any home; and our selections are broad enough to satisfy the most exacting. — [20, 511, 276, 532]
fortuna-title: THE BEST HAND SEPARATOR MADE. — [456, 1436, 605, 1446]
stop-time: 8.30 a.m. — [930, 999, 957, 1005]
section-results: The best general exhibit from any school district.—Okaiawa School 1 (the only entry). — [288, 539, 442, 552]
professional-notice — [619, 521, 823, 559]
stop-name: Onaero — [835, 1153, 856, 1159]
section-results: Two loaves bread.—Mrs. L. O. Hooker 1, Mrs. W. Murray (Okaiawa) 2, Mrs. A. M. Poole (Waitara) 3. White bread.—Mrs. Moir (Eltham) 1, Mrs. Wadsworth (Manaia) 2. White bread (farmers).—Mrs. C. A. Roder 1, Mrs. C. W. Lee (Inaha) 2. Brown bread.—Mrs. A. M. Poole 1 and 2, Mrs. Lee 3. Currant loaf.—Mrs. Bell (Normanby) 1, Mrs. Poole 2. Milk loaf.—Mrs. Bell 1. Nut bread.—Mrs. Bell 1, Mrs. P. O'Connor 2. Scones, girdle.—Miss McHardy 1, Mrs. Champion 2; collection, Miss Corrigan 1, Mrs. Lawrence 2; oven, Mrs. McKelvie (Te Roti) 1, Mrs. McDonald (Fordingdale) 2, Mrs. Spowart 3; brown, Mrs. Murray (Okaiawa) 1, Mrs. McDonald 2; currant, Mrs. Mickelson 1, Miss E. Hurley 2, Miss Taylor 3; white, Mrs. Morrissey, Mrs. Lee 2. — [288, 763, 442, 860]
section-heading: FIELD ROOTS. — [337, 375, 393, 383]
timetable-row — [834, 1041, 958, 1048]
hotel-name: OPUNAKE HOTEL. — [39, 1079, 121, 1088]
section-heading: PRESERVES. — [506, 318, 555, 326]
furniture-illustration — [98, 367, 273, 502]
professional-notice — [619, 568, 823, 622]
cement-town: WAITARA, — [132, 702, 164, 709]
cement-company: CEMENT PIPE Co., Ltd., — [62, 685, 233, 702]
professional-notice — [619, 434, 823, 465]
stop-name: Waitara at — [835, 999, 865, 1005]
notice-name: VICTOR GRIFFITHS, — [669, 369, 773, 379]
stop-name: Waitara — [835, 1160, 857, 1166]
notice-text: (F.N.Z.I.A.), Registered ARCHITECT. Office: KING'S BUILDINGS, Corner of Devon and Brougham Streets, NEW PLYMOUTH. — [625, 378, 817, 392]
doans-article: Ever have any irritation of the skin? There are many forms of it. Piles, obstinate to cure. Eczema, not so bad and just as hard to cure. Still, Doan's Ointment stops it, cures every irritating skin trouble. No irritation of the skin can resist its healing, soothing influence. Every reader of this article suffering, or has at some time suffered, with tormenting skin irritation, and it may return at any time. Doan's Ointment will prove its worth. Read this case: Mrs. Jordan, Junction Road, New Plymouth, says:—"For a good while I had a skin eruption on the back of my neck, the pain and irritation being at times very trying. I used several remedies in the hope of getting relief, but nothing did me any good. At last Doan's Ointment was brought under my notice, so I sent for a pot, and tried it with splendid results. It gave me relief almost at once, and eventually stopped the pain and irritation completely. I earnestly recommend Doan's Ointment to all who suffer with any form of skin trouble." Doan's Ointment is soothing and healing for all skin diseases, and will not injure the most delicate skin. Price 3s. 6d. (or two for 7/-). Doan's Ointment is sold by all chemists and storekeepers at 3s per pot, or will be posted on receipt of price by Foster-McClellan Co., 76 Pitt Street, Sydney. But, be sure you get DOAN'S. — [453, 1046, 608, 1220]
stop-name: Tongaporutu — [835, 1055, 872, 1061]
professional-notice — [619, 344, 823, 360]
price-text: We can make you a pair of trousers to measure from a dark stripe worsted. Several designs in these. — [981, 164, 1081, 184]
dairy-farmers-title: TO DAIRY FARMERS. — [679, 631, 763, 641]
professional-notices-heading: PROFESSIONAL NOTICES. — [657, 40, 785, 49]
hotel-text: FINEST PRIVATE HOTEL IN N.Z. Magnificently situated and appointed. Five minutes' walk from post office. ACCOMMODATION FOR MOTORS. Tariff: 9s per day; 45s per week. Address: Anzac Parade, Wanganui (across river, directly opposite railway station). — [20, 960, 140, 1008]
stop-time: 11.0 a.m. — [930, 1055, 957, 1061]
notice-text: BARRISTERS AND SOLICITORS, DEVON STREET, NEW PLYMOUTH. A. R. Standish. F. P. Anderson. We have several sums of money awaiting investment. — [620, 123, 822, 144]
timetable-row — [834, 999, 958, 1006]
stop-name: Mokau — [835, 1104, 855, 1110]
jar-icon — [548, 1287, 608, 1367]
section-results: Butter, non-separator.—Mrs. A. R. Knight (New Plymouth) 1, Mrs. J. E. Alexander 2, Mrs. C. A. Clarke 3. Butter, separator.—Mrs. J. R. Alexander 1, Mrs. Clarke 2, Mrs. Harding 3. Home-made soap.—Miss M. Morrissey 1, Mrs. C. F. Raine 2. Home-made wine.—Mrs. Chadwick 1, Mrs. C. G. Lee 2, Mrs. C. F. Raine 3. — [453, 454, 608, 495]
stop-name: Tongaporutu — [835, 1118, 872, 1124]
stop-name: Awakino—Arrive about — [835, 1076, 901, 1082]
timetable-row — [834, 1048, 958, 1055]
column-rule — [828, 34, 829, 1521]
column-rule — [282, 34, 283, 1521]
auto-town: HAWERA. — [707, 740, 735, 747]
price-text: We can fit you with trousers made from superior tweed, also give you a selection of worsteds to choose from. — [981, 190, 1089, 210]
notice-text: SURGEON DENTIST, WAITARA. Opposite George and Johnston's Garage. Phone 62. P.O. Box 16. — [625, 411, 817, 425]
section-results: PUBLIC SCHOOLS COMPETITIONS. Cardboard model.—Tokaora 1, 2 and 3. — [288, 630, 442, 643]
stop-name: Urenui — [835, 1146, 855, 1152]
cement-title: CEMENT PIPES — [30, 581, 266, 614]
notice-name: URENUI-WAITARA-NEW PLYMOUTH MOTOR COACH SERVICE. — [630, 567, 812, 586]
hotel-entry — [20, 949, 140, 1014]
stop-time: 1.0 p.m. — [933, 1062, 957, 1068]
hawkins-ad: Don't Wear Dirty Clothes Have your soiled suits, costumes, dresses, gloves, etc. RENOVATED BY OUR SPECIAL PROCESS. Orders taken from any part of Taranaki. J. K. HAWKINS & Co. DRY CLEANERS, PRESSERS, DEVON STREET, NEW PLYMOUTH, ETC. — [964, 972, 1096, 1053]
notice-text: F. W. G. M'LEOD, L.T.S. (City Bandmaster). CERTIFICATED TUNER AND REGULATOR. Home and Colonial Experience. Country clients visited by arrangement. Care of Brooker's "B.B." Devon St., New Plymouth. — [621, 529, 821, 558]
timetable-row — [834, 1146, 958, 1153]
hotel-entry — [20, 1079, 140, 1130]
section-heading: GARDEN VEGETABLES. — [320, 249, 410, 257]
stop-time: 10.30 a.m. — [927, 1125, 957, 1131]
where-to-stay-heading: WHERE TO STAY. — [45, 928, 115, 937]
hotel-name: NORTH EGMONT MOUNTAIN HOUSE. — [36, 1136, 124, 1154]
notice-name: SPENCE AND STANFORD — [657, 243, 785, 253]
timetable-row — [834, 1118, 958, 1125]
joints-title: OUR JOINTS — [1000, 1059, 1060, 1068]
drake-heading: Quality Furniture of Modern and Artistic Designing — [20, 371, 79, 469]
section-heading: HOME INDUSTRIES. — [326, 753, 404, 761]
notice-name: BARRISTER AND SOLICITOR. — [645, 178, 797, 188]
stop-name: Urenui — [835, 1020, 855, 1026]
price-label: For 23/6 — [841, 190, 899, 208]
notice-text: BARRISTERS, SOLICITORS, AND NOTARIES PUBLIC. NEW PLYMOUTH AND INGLEWOOD (Resident Manager at Inglewood, W. H. Armstrong, Solicitor). We have several sums of money awaiting investment on all classes of approved security at lowest current rates. — [619, 69, 823, 104]
professional-notice — [619, 114, 823, 145]
drake-footer: FURNISHERS INGLEWOOD. — [20, 557, 276, 564]
professional-notice — [619, 244, 823, 267]
section-heading: ART SECTION. — [337, 557, 393, 565]
price-label: Our 58/6 — [841, 216, 902, 234]
show-title: DOMINION SHOW. — [312, 42, 418, 56]
notice-name: PIANO AND ORGAN TUNING. — [646, 520, 796, 530]
beehive-icon — [1000, 1146, 1060, 1202]
palatine-price-list — [841, 133, 1089, 346]
section-heading: SPECIAL PRIZES. — [331, 697, 399, 705]
section-results: Scones.—Roland Jansen 1, Marjorie Rowe 2, Dorothy Gibson 2. Coconut cookies.—Frank 1, Edith Chadwick 2. Jam sandwich.—Miss Baylis (Whareroa) 1, Joan Hawker 2. Queen cakes.—Zita Mahoney 1, Miss Baylis 2. Jam tarts.—I. Frank 1, Merna Griffiths 2. — [453, 202, 608, 236]
broadway-title: High-grade Fabrics. — [176, 1201, 255, 1210]
price-text: Suits to measure are the best value ever shown in New Zealand. We know our business thoroughly, otherwise we could not quote this price. — [981, 216, 1088, 243]
timetable-row — [834, 1125, 958, 1132]
sale-date: COMMENCING FRIDAY, JULY 7th. — [76, 176, 220, 186]
price-row — [841, 307, 1089, 340]
notice-name: FRANK MESSENGER — [669, 344, 773, 354]
notice-name: WESTON AND WESTON, — [660, 60, 782, 69]
stop-name: Mokau — [835, 1069, 855, 1075]
stop-time: 10.0 a.m. — [930, 1041, 957, 1047]
timetable-row — [834, 1132, 958, 1139]
professional-notice — [619, 402, 823, 425]
professional-notice — [619, 154, 823, 170]
hotel-text: THE LEADING PRIVATE HOTEL, RIDGWAY ST., WANGANUI. (Next Cook's Gardens). One minute's walk from railway station and Post Office. Hot and cold baths. Comfortable Commercial and Sitting Rooms. Motor car for hire. Telephone 303. P.O. Box 287. Tariff 7s per day, £1 15s per week. J. HODSON, Proprietor. — [20, 1213, 140, 1268]
timetable-row — [834, 1069, 958, 1076]
empire-hotel-name: EMPIRE HOTEL — [177, 1007, 254, 1016]
section-heading: HOME-MADE BUTTER. — [487, 444, 574, 452]
column-rule — [447, 34, 448, 1521]
stop-time: 11.0 a.m. — [930, 1132, 957, 1138]
professional-notice — [619, 60, 823, 105]
notice-text: F.N.Z.I.A., ARCHITECT, DEVON STREET, NEW PLYMOUTH. — [632, 353, 810, 360]
stop-time: 4.0 p.m. — [933, 1076, 957, 1082]
column-rule — [613, 34, 614, 1521]
notice-text: P. O'DEA, PRINCES STREET (Opposite Post Office), WAITARA. — [628, 187, 814, 194]
page-number: 6 — [20, 10, 30, 26]
where-to-stay-column — [20, 920, 140, 1523]
